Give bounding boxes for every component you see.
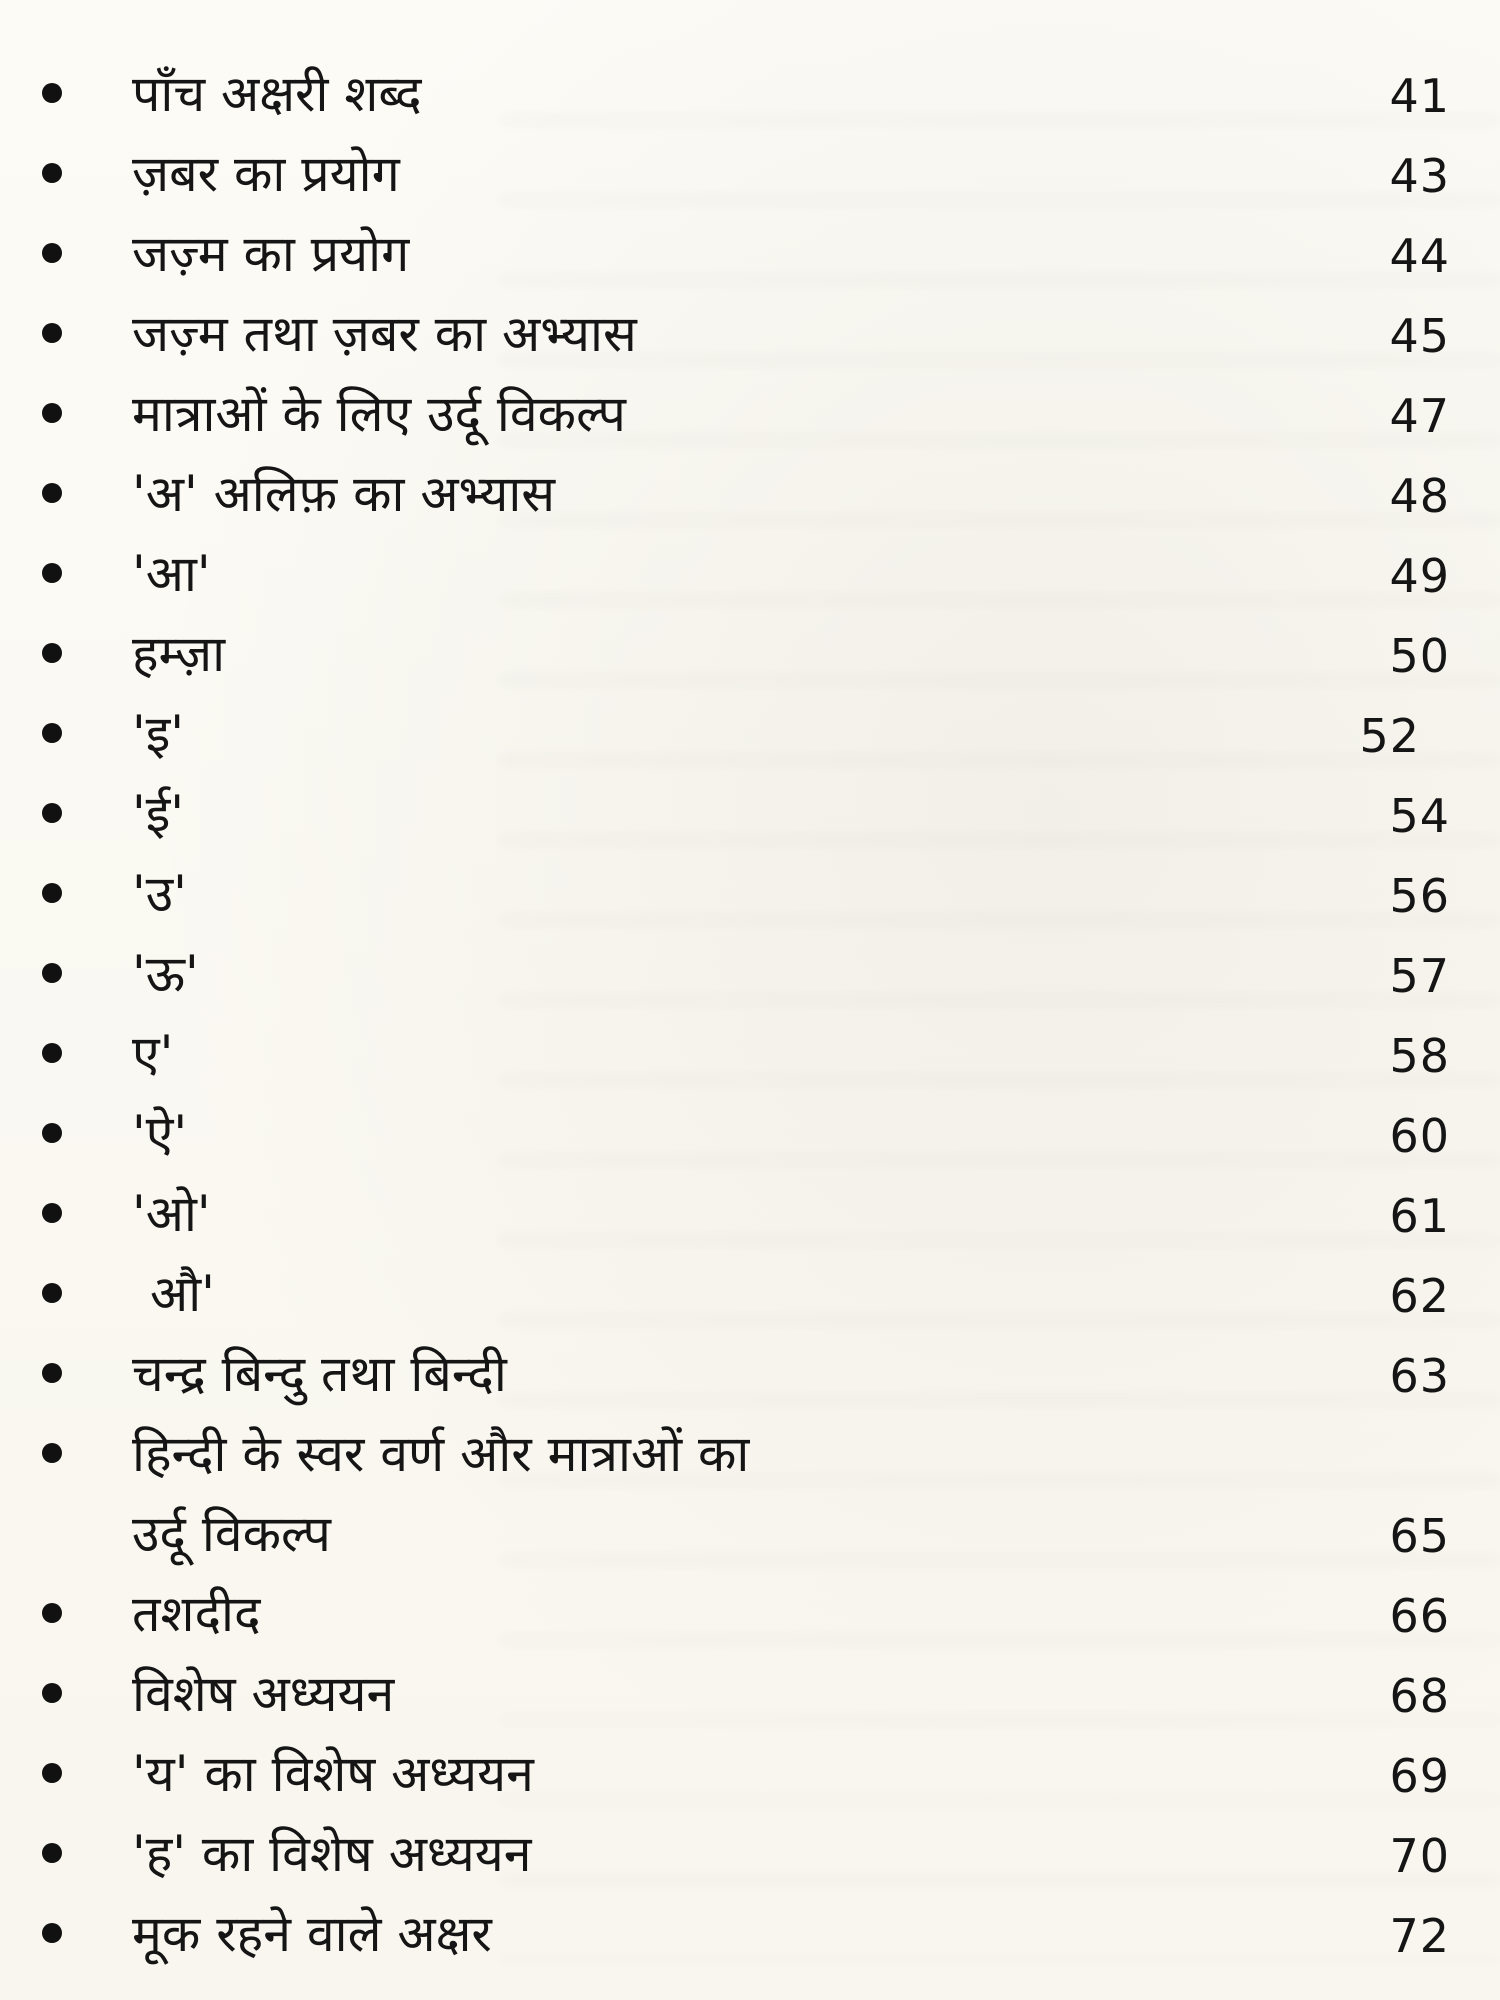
- toc-entry: [0, 1582, 1500, 1662]
- toc-entry-title: 'ओ': [132, 1185, 211, 1243]
- toc-entry-page: 43: [1389, 149, 1450, 203]
- toc-entry: [0, 1022, 1500, 1102]
- toc-entry-page: 63: [1389, 1349, 1450, 1403]
- toc-entry-title: जज़्म तथा ज़बर का अभ्यास: [132, 305, 637, 363]
- toc-entry-title: हिन्दी के स्वर वर्ण और मात्राओं का: [132, 1425, 750, 1483]
- toc-entry: [0, 382, 1500, 462]
- toc-entry-page: 65: [1389, 1509, 1450, 1563]
- toc-entry-page: 48: [1389, 469, 1450, 523]
- bullet-icon: [42, 403, 62, 423]
- toc-entry-title: औ': [150, 1265, 215, 1323]
- toc-entry-title: हम्ज़ा: [132, 625, 226, 683]
- toc-entry-title: 'ऐ': [132, 1105, 188, 1163]
- toc-entry: [0, 222, 1500, 302]
- toc-entry-title: 'य' का विशेष अध्ययन: [132, 1745, 534, 1803]
- bullet-icon: [42, 1843, 62, 1863]
- toc-entry-page: 70: [1389, 1829, 1450, 1883]
- toc-entry: [0, 462, 1500, 542]
- toc-entry: [0, 782, 1500, 862]
- toc-entry-title: तशदीद: [132, 1585, 261, 1643]
- toc-entry: [0, 62, 1500, 142]
- toc-entry-page: 57: [1389, 949, 1450, 1003]
- bullet-icon: [42, 323, 62, 343]
- toc-entry-title: ए': [132, 1025, 174, 1083]
- toc-entry: [0, 542, 1500, 622]
- toc-entry: [0, 1742, 1500, 1822]
- bullet-icon: [42, 963, 62, 983]
- toc-entry-title: विशेष अध्ययन: [132, 1665, 395, 1723]
- toc-entry: [0, 1902, 1500, 1982]
- bullet-icon: [42, 1443, 62, 1463]
- toc-entry-title: मूक रहने वाले अक्षर: [132, 1905, 492, 1963]
- toc-entry-title: चन्द्र बिन्दु तथा बिन्दी: [132, 1345, 507, 1403]
- toc-entry-continuation: [0, 1502, 1500, 1582]
- toc-entry-title: मात्राओं के लिए उर्दू विकल्प: [132, 385, 626, 443]
- toc-entry-page: 61: [1389, 1189, 1450, 1243]
- toc-entry-title: 'इ': [132, 705, 185, 763]
- toc-entry-title: 'आ': [132, 545, 211, 603]
- toc-entry: [0, 1102, 1500, 1182]
- toc-entry: [0, 1822, 1500, 1902]
- toc-entry-page: 41: [1389, 69, 1450, 123]
- toc-entry: [0, 1662, 1500, 1742]
- bullet-icon: [42, 1683, 62, 1703]
- toc-entry: [0, 1342, 1500, 1422]
- toc-entry-page: 49: [1389, 549, 1450, 603]
- toc-entry-page: 68: [1389, 1669, 1450, 1723]
- bullet-icon: [42, 803, 62, 823]
- toc-entry: [0, 1182, 1500, 1262]
- toc-entry-page: 66: [1389, 1589, 1450, 1643]
- toc-entry: [0, 942, 1500, 1022]
- bullet-icon: [42, 1123, 62, 1143]
- toc-entry-page: 69: [1389, 1749, 1450, 1803]
- toc-entry-title: 'उ': [132, 865, 187, 923]
- toc-entry-page: 47: [1389, 389, 1450, 443]
- toc-entry-page: 52: [1359, 709, 1420, 763]
- toc-entry-title: ज़बर का प्रयोग: [132, 145, 400, 203]
- toc-entry-page: 45: [1389, 309, 1450, 363]
- toc-entry-title: पाँच अक्षरी शब्द: [132, 65, 422, 123]
- bullet-icon: [42, 883, 62, 903]
- bullet-icon: [42, 563, 62, 583]
- bullet-icon: [42, 643, 62, 663]
- toc-entry: [0, 622, 1500, 702]
- bullet-icon: [42, 243, 62, 263]
- toc-entry-title: उर्दू विकल्प: [132, 1505, 331, 1563]
- bullet-icon: [42, 723, 62, 743]
- bullet-icon: [42, 1923, 62, 1943]
- toc-entry-page: 50: [1389, 629, 1450, 683]
- bullet-icon: [42, 1283, 62, 1303]
- toc-entry: [0, 1262, 1500, 1342]
- bullet-icon: [42, 1043, 62, 1063]
- toc-entry-title: 'ह' का विशेष अध्ययन: [132, 1825, 532, 1883]
- toc-entry-title: जज़्म का प्रयोग: [132, 225, 410, 283]
- toc-entry: [0, 302, 1500, 382]
- toc-entry-page: 54: [1389, 789, 1450, 843]
- toc-entry-title: 'अ' अलिफ़ का अभ्यास: [132, 465, 556, 523]
- toc-entry-page: 56: [1389, 869, 1450, 923]
- bullet-icon: [42, 83, 62, 103]
- bullet-icon: [42, 1203, 62, 1223]
- bullet-icon: [42, 1363, 62, 1383]
- bullet-icon: [42, 163, 62, 183]
- bullet-icon: [42, 483, 62, 503]
- toc-entry: [0, 1422, 1500, 1502]
- toc-entry-title: 'ऊ': [132, 945, 199, 1003]
- toc-entry-title: 'ई': [132, 785, 185, 843]
- toc-entry: [0, 142, 1500, 222]
- toc-entry-page: 58: [1389, 1029, 1450, 1083]
- toc-entry-page: 72: [1389, 1909, 1450, 1963]
- toc-entry: [0, 862, 1500, 942]
- toc-entry-page: 44: [1389, 229, 1450, 283]
- bullet-icon: [42, 1603, 62, 1623]
- toc-entry-page: 62: [1389, 1269, 1450, 1323]
- bullet-icon: [42, 1763, 62, 1783]
- toc-entry: [0, 702, 1500, 782]
- toc-entry-page: 60: [1389, 1109, 1450, 1163]
